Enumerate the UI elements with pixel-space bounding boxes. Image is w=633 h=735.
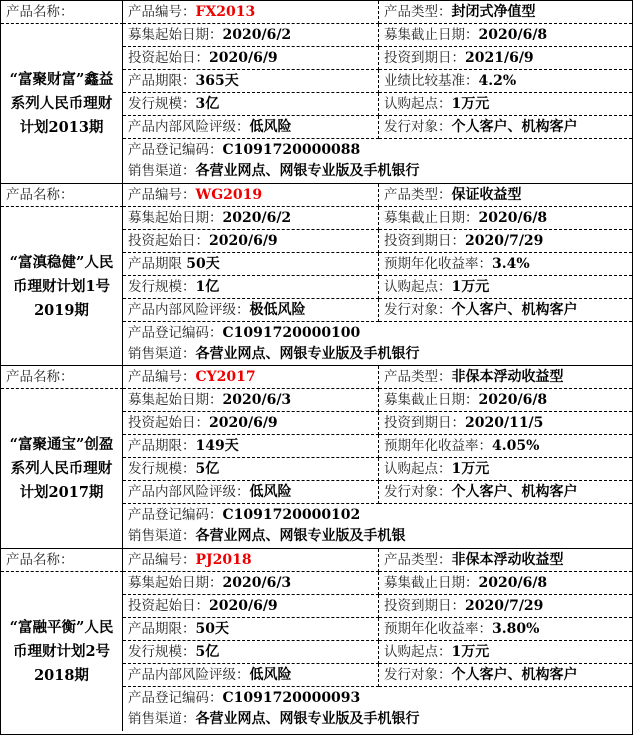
risk-label: 产品内部风险评级：: [128, 119, 250, 135]
raise-end: 2020/6/8: [478, 210, 548, 226]
name-label: 产品名称：: [1, 366, 123, 389]
term-label: 产品期限：: [128, 621, 196, 637]
product-block: [1, 1, 632, 184]
target: 个人客户、机构客户: [451, 119, 578, 135]
min-buy: 1万元: [451, 279, 490, 295]
issue-size-label: 发行规模：: [128, 461, 196, 477]
rate: 3.4%: [492, 256, 530, 272]
code-label: 产品编号：: [128, 552, 196, 568]
term-label: 产品期限：: [128, 73, 196, 89]
issue-size: 5亿: [195, 644, 220, 660]
raise-start-label: 募集起始日期：: [128, 392, 223, 408]
risk-label: 产品内部风险评级：: [128, 484, 250, 500]
product-code: CY2017: [195, 369, 256, 385]
raise-start-label: 募集起始日期：: [128, 210, 223, 226]
target-label: 发行对象：: [384, 667, 452, 683]
reg-code-label: 产品登记编码：: [128, 142, 223, 158]
raise-start-label: 募集起始日期：: [128, 575, 223, 591]
name-label: 产品名称：: [1, 184, 123, 207]
rate: 4.05%: [492, 438, 540, 454]
invest-start: 2020/6/9: [209, 50, 278, 66]
product-name: “富融平衡”人民币理财计划2号2018期: [1, 572, 123, 731]
invest-end-label: 投资到期日：: [384, 415, 465, 431]
reg-code: C1091720000100: [222, 325, 361, 341]
invest-end: 2020/11/5: [465, 415, 544, 431]
channel-label: 销售渠道：: [128, 711, 196, 727]
target-label: 发行对象：: [384, 119, 452, 135]
channel: 各营业网点、网银专业版及手机银行: [195, 346, 420, 362]
term: 50天: [186, 256, 220, 272]
product-code: PJ2018: [195, 552, 252, 568]
invest-end: 2021/6/9: [465, 50, 534, 66]
raise-start: 2020/6/2: [222, 27, 292, 43]
channel: 各营业网点、网银专业版及手机银行: [195, 163, 420, 179]
invest-start-label: 投资起始日：: [128, 50, 209, 66]
risk-label: 产品内部风险评级：: [128, 667, 250, 683]
raise-end-label: 募集截止日期：: [384, 210, 479, 226]
product-name: “富聚通宝”创盈系列人民币理财计划2017期: [1, 389, 123, 548]
code-label: 产品编号：: [128, 369, 196, 385]
risk-label: 产品内部风险评级：: [128, 302, 250, 318]
raise-start: 2020/6/3: [222, 392, 292, 408]
min-buy-label: 认购起点：: [384, 279, 452, 295]
issue-size-label: 发行规模：: [128, 279, 196, 295]
risk: 低风险: [249, 667, 292, 683]
raise-end: 2020/6/8: [478, 575, 548, 591]
term: 365天: [195, 73, 239, 89]
risk: 低风险: [249, 484, 292, 500]
product-code: WG2019: [195, 187, 263, 203]
raise-start: 2020/6/2: [222, 210, 292, 226]
issue-size: 3亿: [195, 96, 220, 112]
channel: 各营业网点、网银专业版及手机银行: [195, 711, 420, 727]
reg-code-label: 产品登记编码：: [128, 690, 223, 706]
type-label: 产品类型：: [384, 552, 452, 568]
invest-start-label: 投资起始日：: [128, 598, 209, 614]
reg-code: C1091720000102: [222, 507, 361, 523]
term: 50天: [195, 621, 229, 637]
target: 个人客户、机构客户: [451, 302, 578, 318]
issue-size-label: 发行规模：: [128, 644, 196, 660]
target-label: 发行对象：: [384, 302, 452, 318]
rate-label: 预期年化收益率：: [384, 438, 492, 454]
code-label: 产品编号：: [128, 187, 196, 203]
target: 个人客户、机构客户: [451, 484, 578, 500]
raise-end: 2020/6/8: [478, 392, 548, 408]
reg-code: C1091720000088: [222, 142, 361, 158]
risk: 低风险: [249, 119, 292, 135]
risk: 极低风险: [249, 302, 306, 318]
issue-size-label: 发行规模：: [128, 96, 196, 112]
invest-start-label: 投资起始日：: [128, 233, 209, 249]
min-buy-label: 认购起点：: [384, 461, 452, 477]
channel-label: 销售渠道：: [128, 346, 196, 362]
target-label: 发行对象：: [384, 484, 452, 500]
raise-start: 2020/6/3: [222, 575, 292, 591]
invest-start: 2020/6/9: [209, 415, 278, 431]
issue-size: 5亿: [195, 461, 220, 477]
raise-start-label: 募集起始日期：: [128, 27, 223, 43]
invest-end-label: 投资到期日：: [384, 598, 465, 614]
term: 149天: [195, 438, 239, 454]
product-block: [1, 366, 632, 549]
product-block: [1, 184, 632, 366]
rate-label: 预期年化收益率：: [384, 256, 492, 272]
rate: 4.2%: [478, 73, 517, 89]
invest-start: 2020/6/9: [209, 233, 278, 249]
name-label: 产品名称：: [1, 1, 123, 24]
min-buy-label: 认购起点：: [384, 96, 452, 112]
target: 个人客户、机构客户: [451, 667, 578, 683]
issue-size: 1亿: [195, 279, 220, 295]
invest-start-label: 投资起始日：: [128, 415, 209, 431]
reg-code: C1091720000093: [222, 690, 361, 706]
raise-end: 2020/6/8: [478, 27, 548, 43]
type-label: 产品类型：: [384, 4, 452, 20]
channel-label: 销售渠道：: [128, 163, 196, 179]
type-label: 产品类型：: [384, 369, 452, 385]
product-type: 封闭式净值型: [451, 4, 536, 20]
channel-label: 销售渠道：: [128, 528, 196, 544]
reg-code-label: 产品登记编码：: [128, 325, 223, 341]
product-type: 非保本浮动收益型: [451, 369, 564, 385]
raise-end-label: 募集截止日期：: [384, 27, 479, 43]
rate-label: 业绩比较基准：: [384, 73, 479, 89]
code-label: 产品编号：: [128, 4, 196, 20]
product-name: “富滇稳健”人民币理财计划1号2019期: [1, 207, 123, 366]
product-name: “富聚财富”鑫益系列人民币理财计划2013期: [1, 24, 123, 183]
min-buy: 1万元: [451, 644, 490, 660]
term-label: 产品期限: [128, 256, 187, 272]
invest-end-label: 投资到期日：: [384, 50, 465, 66]
product-code: FX2013: [195, 4, 256, 20]
raise-end-label: 募集截止日期：: [384, 392, 479, 408]
type-label: 产品类型：: [384, 187, 452, 203]
invest-start: 2020/6/9: [209, 598, 278, 614]
min-buy: 1万元: [451, 461, 490, 477]
rate-label: 预期年化收益率：: [384, 621, 492, 637]
min-buy-label: 认购起点：: [384, 644, 452, 660]
channel: 各营业网点、网银专业版及手机银: [195, 528, 406, 544]
invest-end: 2020/7/29: [465, 233, 544, 249]
product-type: 保证收益型: [451, 187, 522, 203]
rate: 3.80%: [492, 621, 540, 637]
name-label: 产品名称：: [1, 549, 123, 572]
reg-code-label: 产品登记编码：: [128, 507, 223, 523]
invest-end: 2020/7/29: [465, 598, 544, 614]
product-type: 非保本浮动收益型: [451, 552, 564, 568]
invest-end-label: 投资到期日：: [384, 233, 465, 249]
product-block: [1, 549, 632, 734]
term-label: 产品期限：: [128, 438, 196, 454]
min-buy: 1万元: [451, 96, 490, 112]
raise-end-label: 募集截止日期：: [384, 575, 479, 591]
